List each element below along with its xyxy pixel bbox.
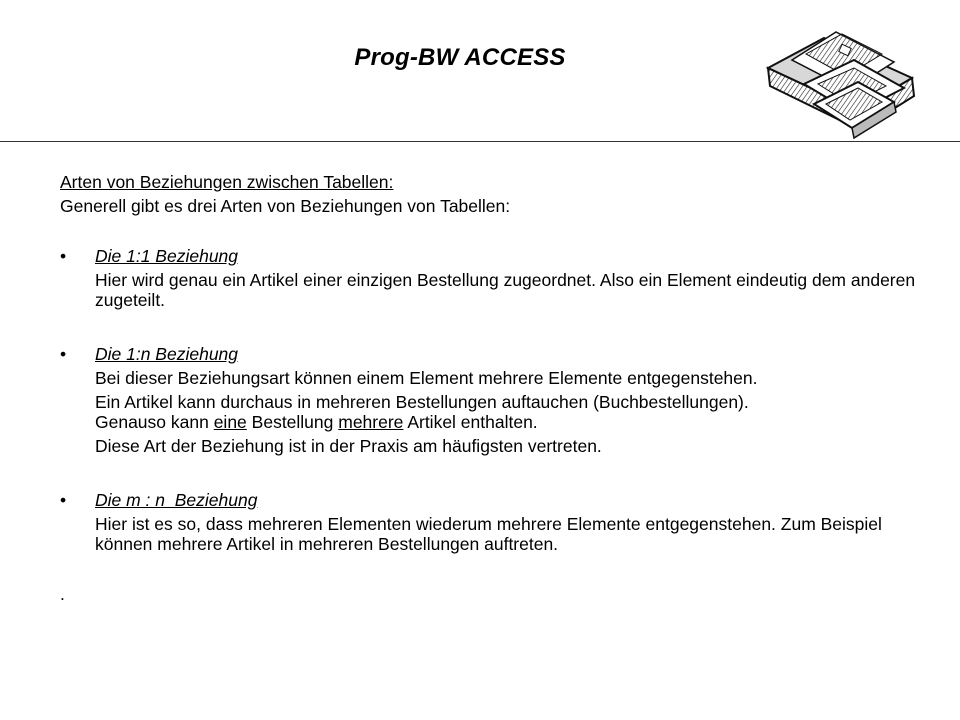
item-title: Die 1:1 Beziehung: [95, 246, 239, 266]
slide-body: [60, 172, 920, 604]
bullet: •: [60, 344, 67, 364]
item-title: Die m : n Beziehung: [95, 490, 258, 510]
slide-title: Prog-BW ACCESS: [354, 44, 566, 71]
floppy-disks-icon: [762, 18, 922, 146]
list-item-m-n: [60, 490, 920, 554]
item-paragraph: Ein Artikel kann durchaus in mehreren Bestellungen auftauchen (Buchbestellungen).: [95, 392, 749, 412]
item-paragraph-underlined: Genauso kann eine Bestellung mehrere Artikel enthalten.: [95, 412, 538, 432]
item-title: Die 1:n Beziehung: [95, 344, 239, 364]
intro-text: Generell gibt es drei Arten von Beziehungen von Tabellen:: [60, 196, 511, 216]
bullet: •: [60, 490, 67, 510]
trailing-period: .: [60, 584, 65, 604]
item-paragraph: Diese Art der Beziehung ist in der Praxis am häufigsten vertreten.: [95, 436, 602, 456]
list-item-1-1: [60, 246, 920, 310]
title-divider: [0, 141, 960, 142]
underlined-eine: eine: [213, 412, 247, 432]
section-heading: Arten von Beziehungen zwischen Tabellen:: [60, 172, 394, 192]
item-paragraph: Hier ist es so, dass mehreren Elementen wiederum mehrere Elemente entgegenstehen. Zum Beispiel können mehrere Artikel in mehreren Bestellungen auftreten.: [95, 514, 882, 554]
item-paragraph: Hier wird genau ein Artikel einer einzigen Bestellung zugeordnet. Also ein Element eindeutig dem anderen zugeteilt.: [95, 270, 916, 310]
item-paragraph: Bei dieser Beziehungsart können einem Element mehrere Elemente entgegenstehen.: [95, 368, 758, 388]
bullet: •: [60, 246, 67, 266]
underlined-mehrere: mehrere: [338, 412, 404, 432]
list-item-1-n: [60, 344, 920, 456]
